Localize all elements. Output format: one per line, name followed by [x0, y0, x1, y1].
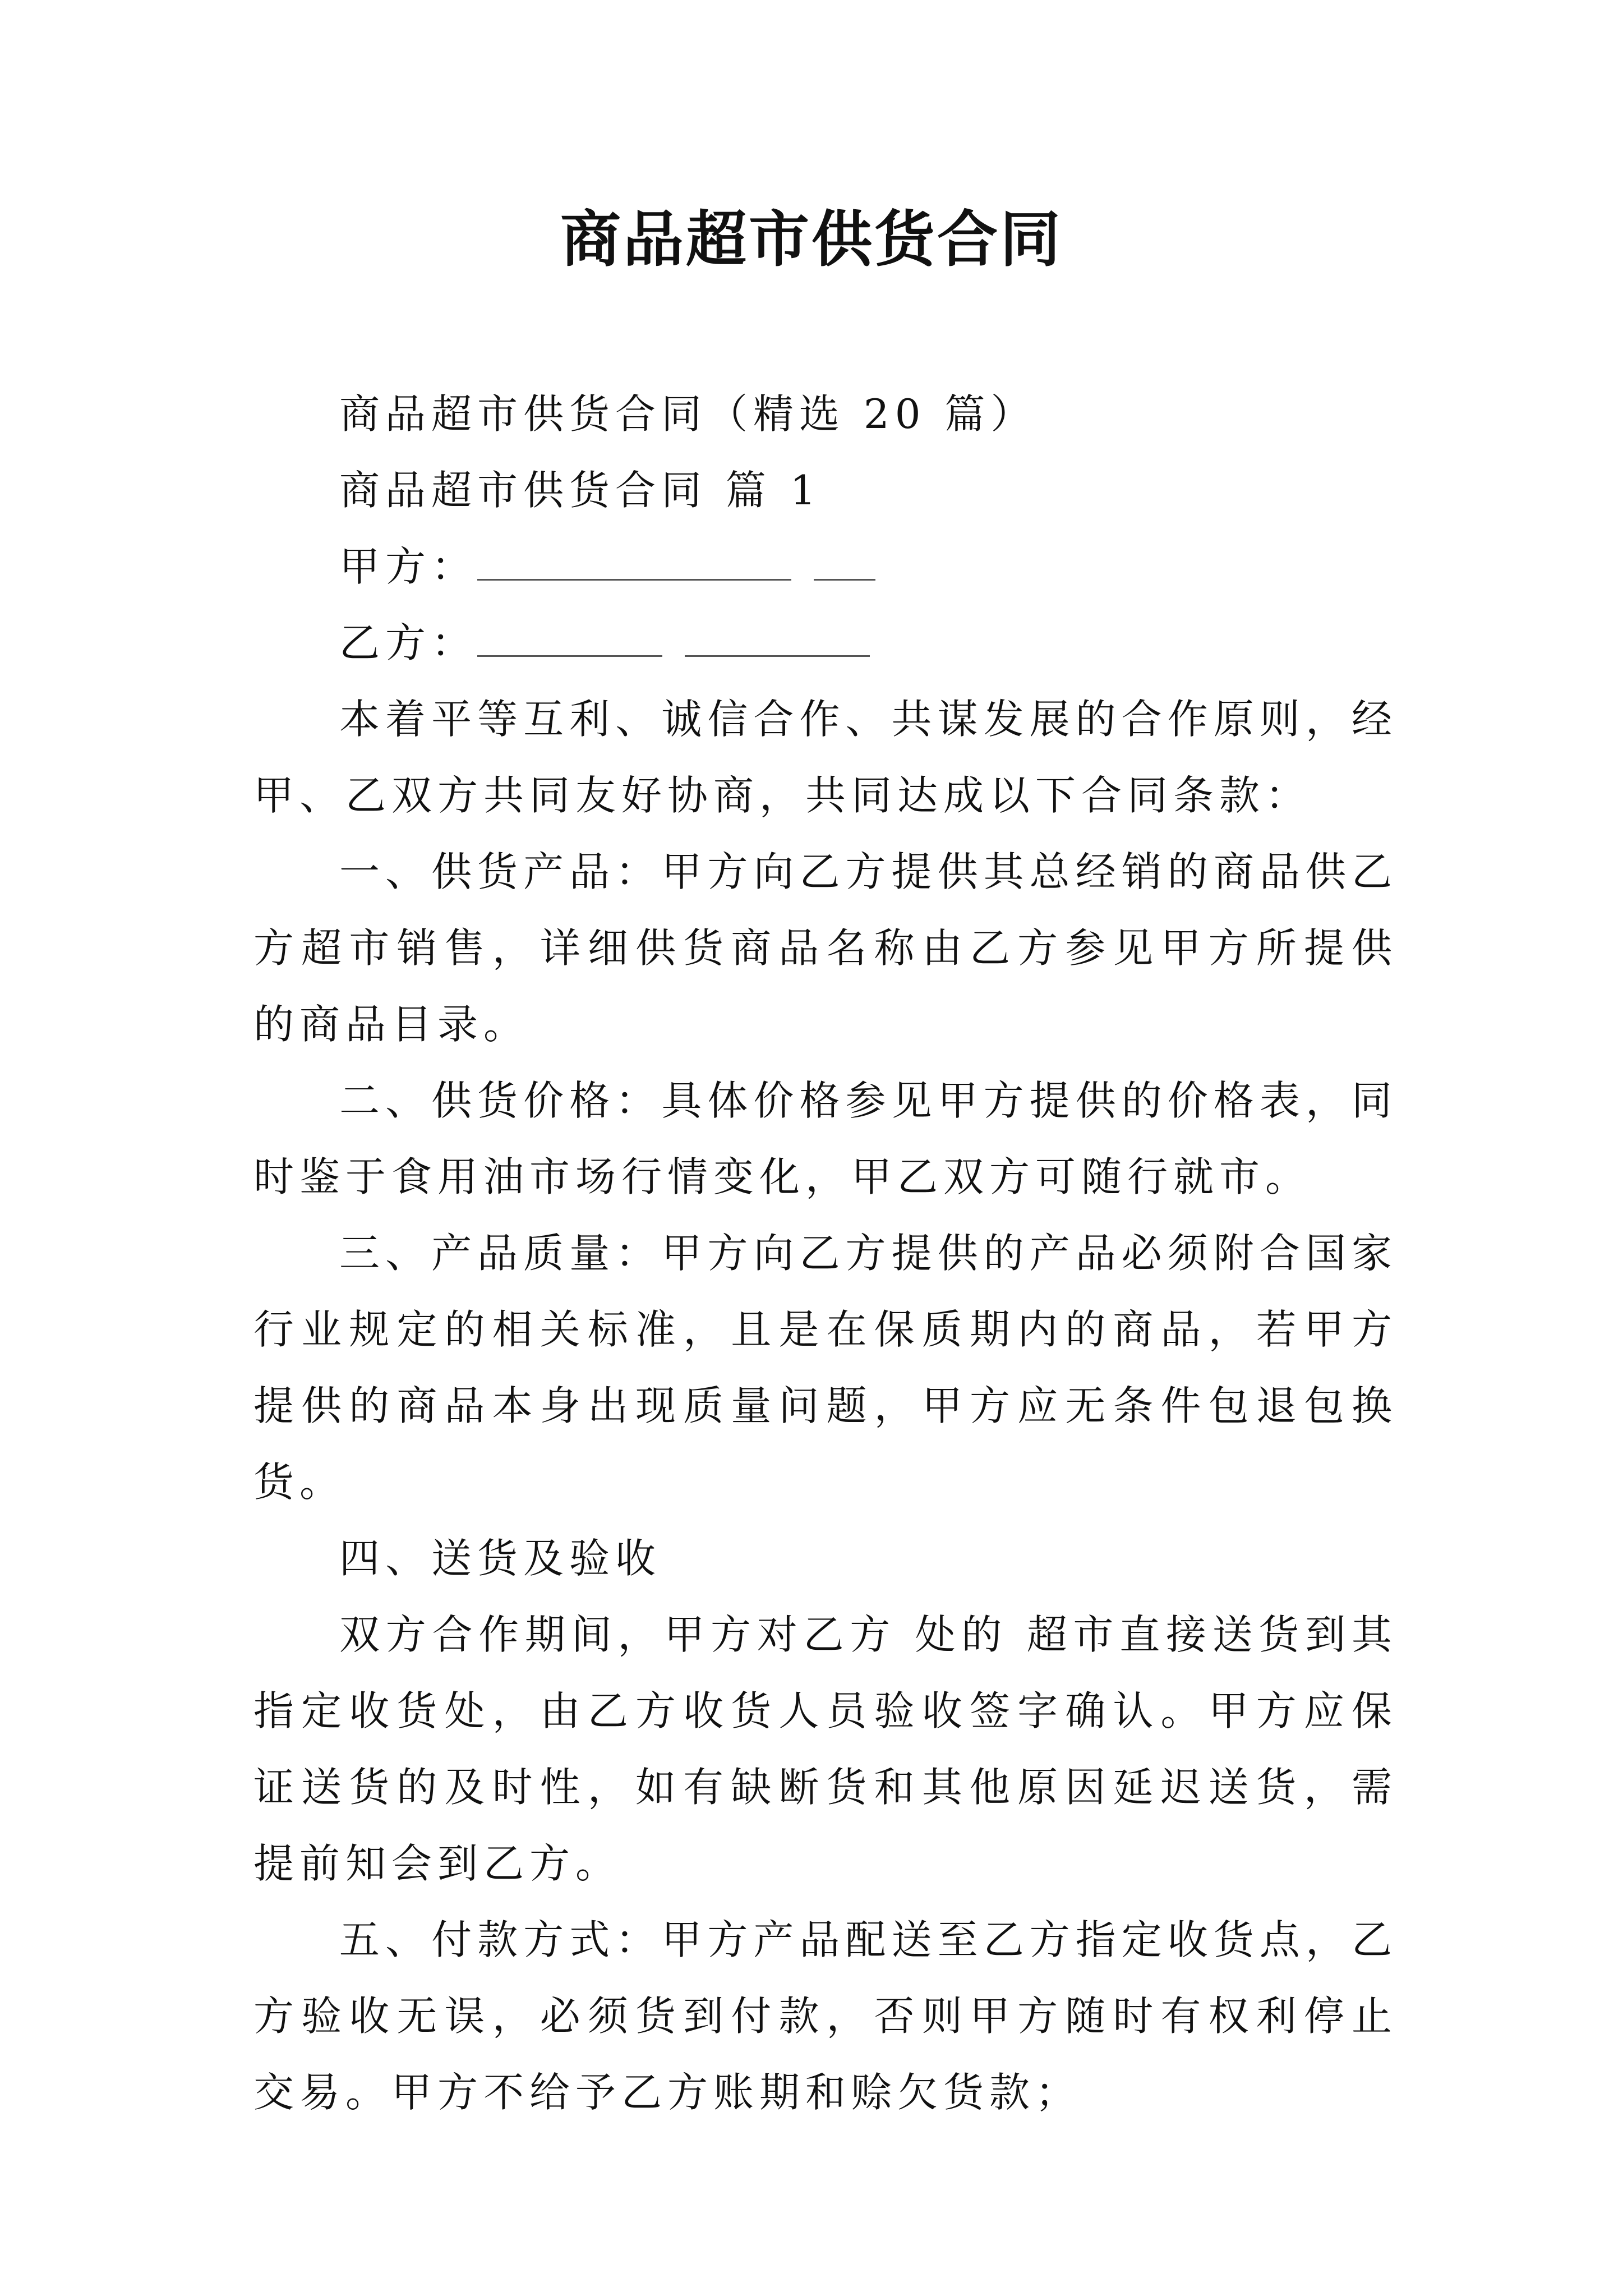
party-b-line — [253, 605, 1398, 681]
party-b-label: 乙方： — [339, 619, 478, 666]
paragraph-delivery-heading: 四、送货及验收 — [339, 1535, 662, 1582]
paragraph-preamble: 本着平等互利、诚信合作、共谋发展的合作原则，经甲、乙双方共同友好协商，共同达成以下合同条款： — [253, 696, 1398, 819]
party-a-label: 甲方： — [339, 543, 478, 590]
paragraph-product-quality: 三、产品质量：甲方向乙方提供的产品必须附合国家行业规定的相关标准，且是在保质期内的商品，若甲方提供的商品本身出现质量问题，甲方应无条件包退包换货。 — [253, 1230, 1398, 1506]
paragraph-payment: 五、付款方式：甲方产品配送至乙方指定收货点，乙方验收无误，必须货到付款，否则甲方随时有权利停止交易。甲方不给予乙方账期和赊欠货款； — [253, 1916, 1398, 2116]
party-a-blank — [477, 540, 791, 581]
section-heading: 商品超市供货合同 篇 1 — [339, 467, 822, 514]
paragraph-supply-products: 一、供货产品：甲方向乙方提供其总经销的商品供乙方超市销售，详细供货商品名称由乙方参见甲方所提供的商品目录。 — [253, 848, 1398, 1048]
document-body — [253, 376, 1398, 2131]
party-b-blank-second — [685, 616, 870, 657]
document-subtitle: 商品超市供货合同（精选 20 篇） — [339, 390, 1037, 438]
paragraph-delivery-details: 双方合作期间，甲方对乙方 处的 超市直接送货到其指定收货处，由乙方收货人员验收签字确认。甲方应保证送货的及时性，如有缺断货和其他原因延迟送货，需提前知会到乙方。 — [253, 1611, 1398, 1887]
party-b-blank — [477, 616, 662, 657]
document-title: 商品超市供货合同 — [560, 204, 1063, 275]
paragraph-supply-price: 二、供货价格：具体价格参见甲方提供的价格表，同时鉴于食用油市场行情变化，甲乙双方可随行就市。 — [253, 1077, 1398, 1200]
party-a-line — [253, 528, 1398, 605]
party-a-blank-short — [814, 540, 875, 581]
